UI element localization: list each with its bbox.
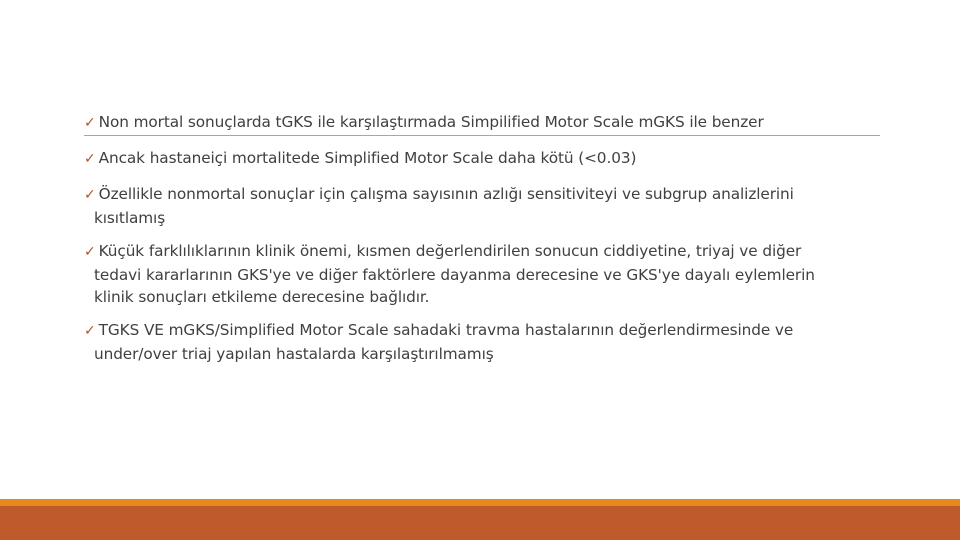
check-icon: ✓ [84, 323, 96, 339]
footer-bar [0, 506, 960, 540]
check-icon: ✓ [84, 244, 96, 260]
bullet-1 [84, 111, 874, 135]
check-icon: ✓ [84, 187, 96, 203]
bullet-line: kısıtlamış [94, 208, 166, 227]
bullet-line: under/over triaj yapılan hastalarda karşılaştırılmamış [94, 344, 494, 363]
bullet-line: klinik sonuçları etkileme derecesine bağlıdır. [94, 288, 430, 306]
bullet-line: ✓ TGKS VE mGKS/Simplified Motor Scale sahadaki travma hastalarının değerlendirmesinde ve [84, 321, 794, 339]
bullet-3 [84, 183, 874, 229]
bullet-line: ✓ Küçük farklılıklarının klinik önemi, kısmen değerlendirilen sonucun ciddiyetine, triyaj ve diğer [84, 242, 802, 260]
check-icon: ✓ [84, 151, 96, 167]
footer-accent-bar [0, 499, 960, 506]
check-icon: ✓ [84, 115, 96, 131]
bullet-line: ✓ Ancak hastaneiçi mortalitede Simplified Motor Scale daha kötü (<0.03) [84, 149, 637, 167]
bullet-line: ✓ Özellikle nonmortal sonuçlar için çalışma sayısının azlığı sensitiviteyi ve subgrup analizlerini [84, 185, 794, 203]
bullet-line: tedavi kararlarının GKS'ye ve diğer faktörlere dayanma derecesine ve GKS'ye dayalı eylemlerin [94, 265, 815, 284]
bullet-2 [84, 147, 874, 171]
title-divider [84, 135, 880, 136]
bullet-4 [84, 240, 874, 309]
bullet-line: ✓ Non mortal sonuçlarda tGKS ile karşılaştırmada Simpilified Motor Scale mGKS ile benzer [84, 113, 764, 131]
bullet-5 [84, 319, 874, 365]
